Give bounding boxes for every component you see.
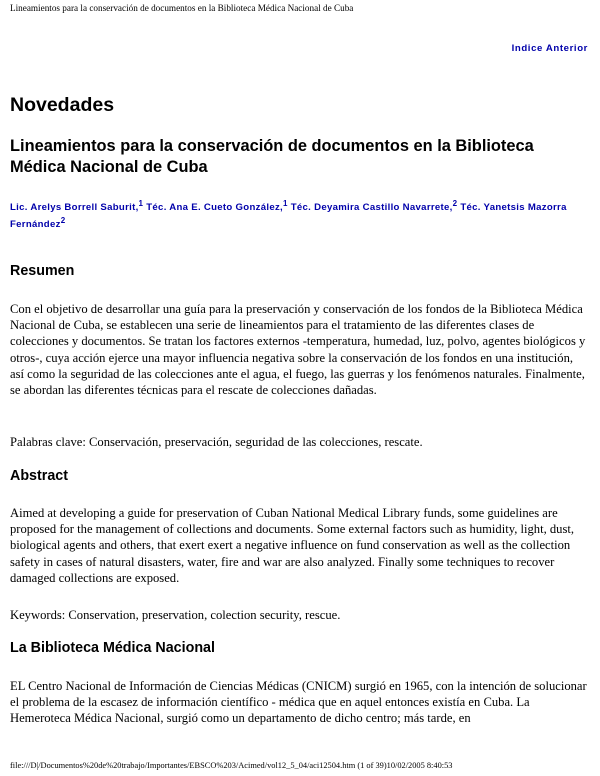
index-link[interactable]: Indice — [511, 43, 543, 54]
article-title: Lineamientos para la conservación de documentos en la Biblioteca Médica Nacional de Cuba — [10, 137, 534, 176]
browser-print-header: Lineamientos para la conservación de documentos en la Biblioteca Médica Nacional de Cuba — [10, 3, 354, 13]
author-affiliation: 2 — [60, 216, 66, 225]
section-title: Novedades — [10, 94, 115, 116]
resumen-heading: Resumen — [10, 263, 75, 279]
abstract-body: Aimed at developing a guide for preservation of Cuban National Medical Library funds, some guidelines are proposed for the management of collections and documents. Some external factors such as humidity, light, dust, biological agents and others, that exert exert a negative influence on fund conservation as well as the collection safety in cases of natural disasters, water, fire and war are also analyzed. Finally some techniques to recover damaged collections are exposed. — [10, 506, 575, 585]
author-name: Téc. Yanetsis Mazorra Fernández — [10, 202, 567, 230]
author-affiliation: 1 — [138, 199, 144, 208]
previous-link[interactable]: Anterior — [545, 43, 588, 54]
resumen-keywords: Palabras clave: Conservación, preservación, seguridad de las colecciones, rescate. — [10, 435, 423, 449]
author-name: Téc. Deyamira Castillo Navarrete, — [290, 202, 453, 213]
abstract-heading: Abstract — [10, 468, 68, 484]
browser-print-footer: file:///D|/Documentos%20de%20trabajo/Importantes/EBSCO%203/Acimed/vol12_5_04/aci12504.htm (1 of 39)10/02/2005 8:40:53 — [10, 761, 453, 770]
intro-body: EL Centro Nacional de Información de Ciencias Médicas (CNICM) surgió en 1965, con la intención de solucionar el problema de la escasez de información científico - médica que en aquel entonces existía en Cuba. La Hemeroteca Médica Nacional, surgió como un departamento de dicho centro; más tarde, en — [10, 679, 587, 726]
author-name: Lic. Arelys Borrell Saburit, — [10, 202, 139, 213]
author-affiliation: 1 — [283, 199, 288, 208]
author-name: Téc. Ana E. Cueto González, — [146, 202, 284, 213]
abstract-keywords: Keywords: Conservation, preservation, colection security, rescue. — [10, 608, 341, 622]
author-list — [10, 199, 585, 233]
author-affiliation: 2 — [452, 199, 458, 208]
top-navigation — [512, 43, 588, 54]
intro-heading: La Biblioteca Médica Nacional — [10, 640, 215, 656]
resumen-body: Con el objetivo de desarrollar una guía para la preservación y conservación de los fondos de la Biblioteca Médica Nacional de Cuba, se establecen una serie de lineamientos para el tratamiento de las diferentes clases de colecciones y documentos. Se tratan los factores externos -temperatura, humedad, luz, polvo, agentes biológicos y otros-, cuya acción ejerce una mayor influencia negativa sobre la conservación de los fondos en una institución, así como la seguridad de las colecciones ante el agua, el fuego, las guerras y los fenómenos naturales. Finalmente, se abordan las diferentes técnicas para el rescate de colecciones dañadas. — [10, 302, 586, 398]
